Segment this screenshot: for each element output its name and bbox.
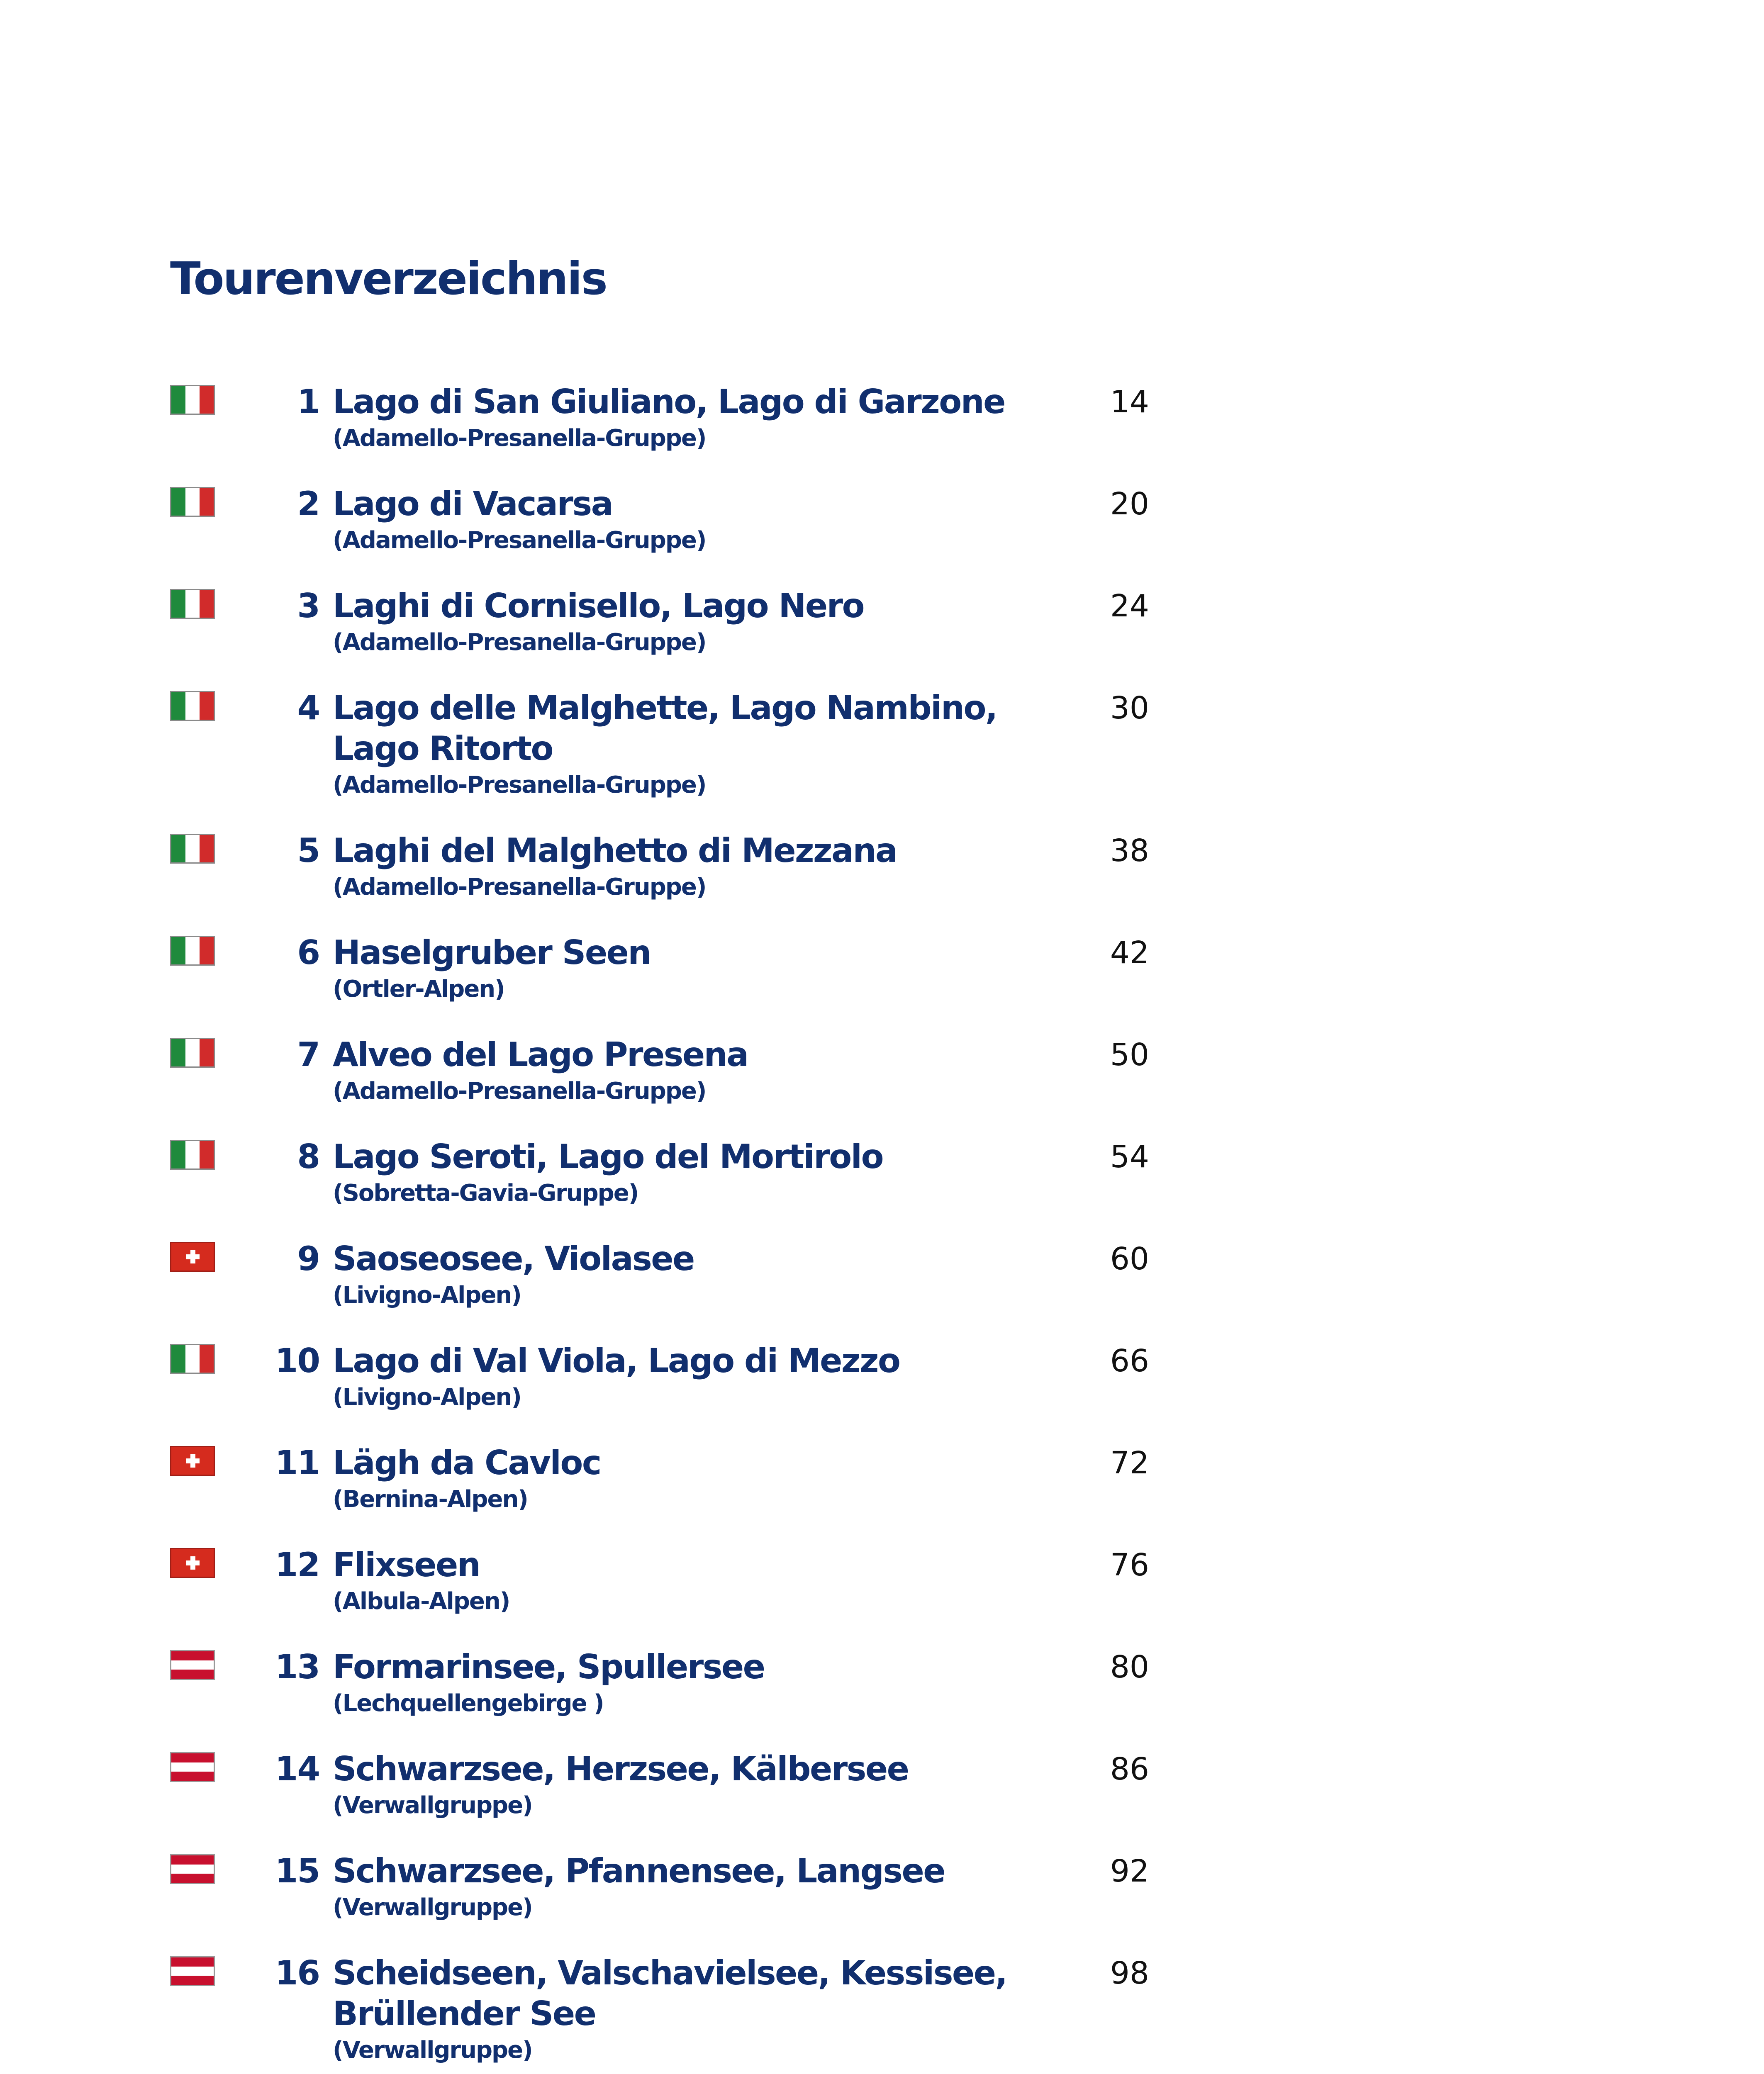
mountain-group: (Adamello-Presanella-Gruppe) — [333, 629, 706, 656]
page-reference: 42 — [1110, 935, 1149, 971]
tour-number: 11 — [275, 1444, 319, 1482]
mountain-group: (Livigno-Alpen) — [333, 1384, 521, 1411]
tour-number: 3 — [297, 587, 319, 625]
italy-flag-icon — [170, 385, 215, 415]
tour-number: 7 — [297, 1035, 319, 1074]
italy-flag-icon — [170, 1140, 215, 1170]
page-reference: 86 — [1110, 1751, 1149, 1787]
page-reference: 66 — [1110, 1343, 1149, 1379]
mountain-group: (Adamello-Presanella-Gruppe) — [333, 527, 706, 554]
tour-name: Lägh da Cavloc — [333, 1444, 601, 1482]
mountain-group: (Adamello-Presanella-Gruppe) — [333, 874, 706, 901]
tour-number: 8 — [297, 1137, 319, 1176]
austria-flag-icon — [170, 1650, 215, 1680]
tour-number: 12 — [275, 1546, 319, 1584]
tour-number: 9 — [297, 1239, 319, 1278]
tour-number: 13 — [275, 1648, 319, 1686]
tour-name: Formarinsee, Spullersee — [333, 1648, 765, 1686]
tour-name: Lago di Val Viola, Lago di Mezzo — [333, 1341, 900, 1380]
mountain-group: (Adamello-Presanella-Gruppe) — [333, 772, 706, 798]
tour-number: 15 — [275, 1852, 319, 1890]
tour-name: Lago di Vacarsa — [333, 484, 613, 523]
italy-flag-icon — [170, 589, 215, 619]
mountain-group: (Verwallgruppe) — [333, 1792, 532, 1819]
austria-flag-icon — [170, 1956, 215, 1986]
tour-number: 4 — [297, 689, 319, 727]
tour-name: Laghi di Cornisello, Lago Nero — [333, 587, 864, 625]
page-reference: 54 — [1110, 1139, 1149, 1175]
tour-name: Schwarzsee, Pfannensee, Langsee — [333, 1852, 945, 1890]
tour-number: 5 — [297, 831, 319, 870]
tour-number: 10 — [275, 1341, 319, 1380]
tour-name: Flixseen — [333, 1546, 480, 1584]
page-title: Tourenverzeichnis — [170, 253, 607, 305]
mountain-group: (Ortler-Alpen) — [333, 976, 504, 1003]
italy-flag-icon — [170, 936, 215, 966]
mountain-group: (Adamello-Presanella-Gruppe) — [333, 425, 706, 452]
italy-flag-icon — [170, 834, 215, 864]
page-reference: 50 — [1110, 1037, 1149, 1073]
austria-flag-icon — [170, 1752, 215, 1782]
mountain-group: (Livigno-Alpen) — [333, 1282, 521, 1309]
page-reference: 92 — [1110, 1853, 1149, 1889]
tour-number: 6 — [297, 933, 319, 972]
switzerland-flag-icon — [170, 1446, 215, 1476]
tour-name: Lago delle Malghette, Lago Nambino, Lago Ritorto — [333, 689, 997, 768]
mountain-group: (Albula-Alpen) — [333, 1588, 510, 1615]
page-reference: 30 — [1110, 690, 1149, 726]
mountain-group: (Lechquellengebirge ) — [333, 1690, 604, 1717]
page-reference: 38 — [1110, 833, 1149, 869]
italy-flag-icon — [170, 1344, 215, 1374]
mountain-group: (Verwallgruppe) — [333, 1894, 532, 1921]
page-reference: 20 — [1110, 486, 1149, 522]
switzerland-flag-icon — [170, 1242, 215, 1272]
tour-number: 16 — [275, 1954, 319, 1992]
italy-flag-icon — [170, 487, 215, 517]
tour-number: 14 — [275, 1750, 319, 1788]
mountain-group: (Sobretta-Gavia-Gruppe) — [333, 1180, 638, 1207]
italy-flag-icon — [170, 691, 215, 721]
austria-flag-icon — [170, 1854, 215, 1884]
tour-name: Alveo del Lago Presena — [333, 1035, 748, 1074]
page-reference: 72 — [1110, 1445, 1149, 1481]
page-reference: 60 — [1110, 1241, 1149, 1277]
italy-flag-icon — [170, 1038, 215, 1068]
page-reference: 80 — [1110, 1649, 1149, 1685]
tour-number: 2 — [297, 484, 319, 523]
tour-number: 1 — [297, 382, 319, 421]
switzerland-flag-icon — [170, 1548, 215, 1578]
tour-name: Haselgruber Seen — [333, 933, 651, 972]
tour-name: Saoseosee, Violasee — [333, 1239, 694, 1278]
mountain-group: (Bernina-Alpen) — [333, 1486, 528, 1513]
mountain-group: (Verwallgruppe) — [333, 2037, 532, 2064]
mountain-group: (Adamello-Presanella-Gruppe) — [333, 1078, 706, 1105]
tour-name: Laghi del Malghetto di Mezzana — [333, 831, 897, 870]
tour-name: Scheidseen, Valschavielsee, Kessisee, Brüllender See — [333, 1954, 1007, 2033]
tour-name: Schwarzsee, Herzsee, Kälbersee — [333, 1750, 909, 1788]
tour-name: Lago di San Giuliano, Lago di Garzone — [333, 382, 1005, 421]
page-reference: 24 — [1110, 588, 1149, 624]
page-reference: 14 — [1110, 384, 1149, 420]
tour-name: Lago Seroti, Lago del Mortirolo — [333, 1137, 883, 1176]
page-reference: 76 — [1110, 1547, 1149, 1583]
page-reference: 98 — [1110, 1955, 1149, 1991]
